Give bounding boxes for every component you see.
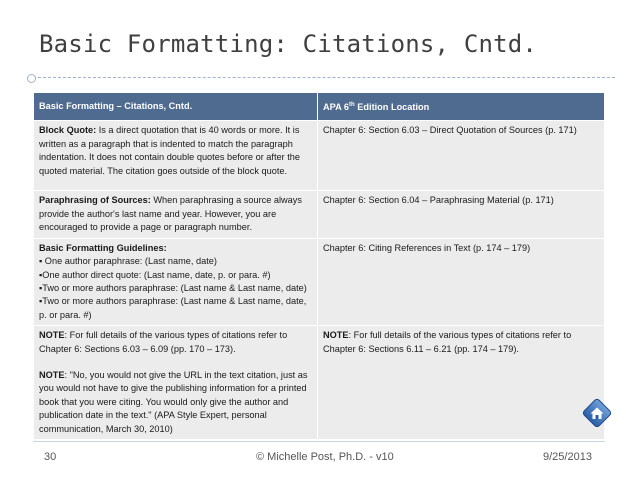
page-number: 30	[44, 451, 57, 463]
guideline-item: ▪ One author paraphrase: (Last name, date)	[39, 256, 217, 267]
home-icon[interactable]	[582, 398, 612, 428]
footer-date: 9/25/2013	[543, 451, 592, 463]
header-col-formatting: Basic Formatting – Citations, Cntd.	[34, 93, 318, 121]
cell-paraphrasing: Paraphrasing of Sources: When paraphrasing a source always provide the author's last name and year. However, you are encouraged to provide a page or paragraph number.	[34, 191, 318, 238]
footer-author: © Michelle Post, Ph.D. - v10	[256, 451, 394, 463]
cell-notes-location: NOTE: For full details of the various types of citations refer to Chapter 6: Sections 6.11 – 6.21 (pp. 174 – 179).	[318, 326, 605, 440]
guideline-item: ▪One author direct quote: (Last name, date, p. or para. #)	[39, 269, 271, 280]
table-row	[34, 326, 605, 440]
cell-notes: NOTE: For full details of the various types of citations refer to Chapter 6: Sections 6.03 – 6.09 (pp. 170 – 173). NOTE: "No, you would not give the URL in the text citation, just as you would not have to give the publishing information for a printed book that you were citing. You would only give the author and publication date in the text." (APA Style Expert, personal communication, March 30, 2010)	[34, 326, 318, 440]
cell-paraphrasing-location: Chapter 6: Section 6.04 – Paraphrasing Material (p. 171)	[318, 191, 605, 238]
divider-dot	[27, 74, 36, 83]
footer-divider	[33, 441, 605, 442]
title-divider	[33, 77, 615, 78]
table-row	[34, 121, 605, 191]
guideline-item: ▪Two or more authors paraphrase: (Last name & Last name, date)	[39, 282, 307, 293]
citations-table	[33, 92, 605, 440]
cell-guidelines: Basic Formatting Guidelines: ▪ One author paraphrase: (Last name, date) ▪One author direct quote: (Last name, date, p. or para. #) ▪Two or more authors paraphrase: (Last name & Last name, date) ▪Two or more authors paraphrase: (Last name & Last name, date, p. or para. #)	[34, 238, 318, 325]
cell-block-quote: Block Quote: Is a direct quotation that is 40 words or more. It is written as a paragraph that is indented to match the paragraph indentation. It does not contain double quotes before or after the quoted material. The citation goes outside of the block quote.	[34, 121, 318, 191]
cell-block-quote-location: Chapter 6: Section 6.03 – Direct Quotation of Sources (p. 171)	[318, 121, 605, 191]
table-row	[34, 238, 605, 325]
table-row	[34, 191, 605, 238]
slide-title: Basic Formatting: Citations, Cntd.	[39, 30, 538, 58]
cell-guidelines-location: Chapter 6: Citing References in Text (p. 174 – 179)	[318, 238, 605, 325]
guideline-item: ▪Two or more authors paraphrase: (Last name & Last name, date, p. or para. #)	[39, 296, 307, 320]
table-header-row	[34, 93, 605, 121]
header-col-location: APA 6th Edition Location	[318, 93, 605, 121]
